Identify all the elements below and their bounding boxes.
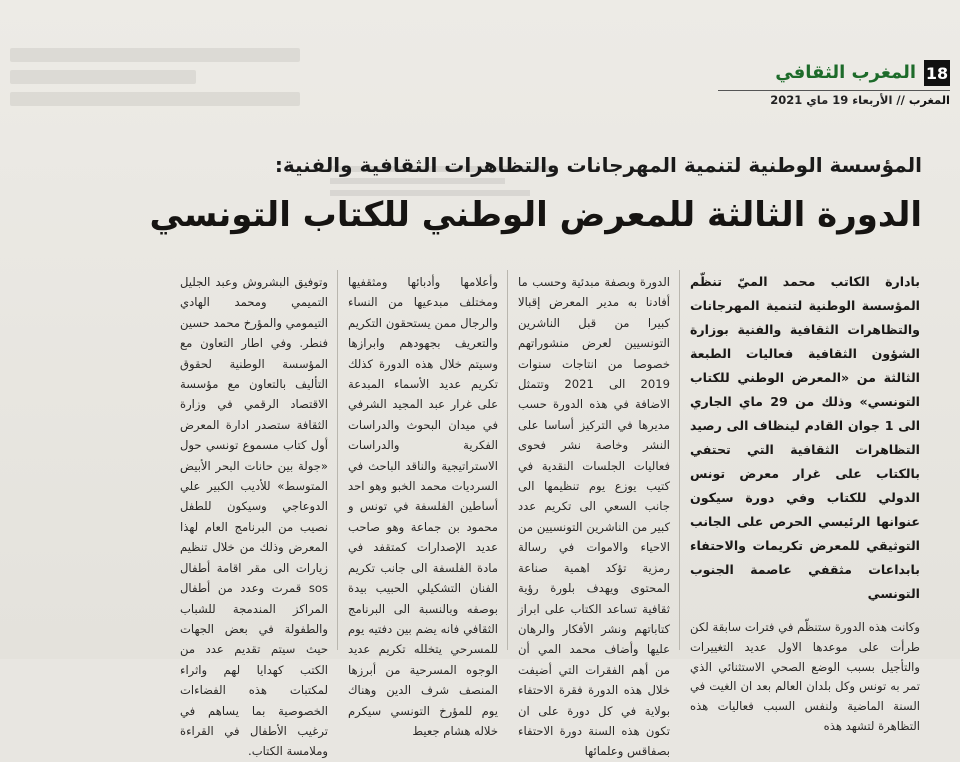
dateline-brand: المغرب: [908, 93, 950, 107]
article-headline: الدورة الثالثة للمعرض الوطني للكتاب التونسي: [149, 195, 922, 235]
article-column-3: [348, 272, 498, 738]
article-column-1-body: وكانت هذه الدورة ستنظّم في فترات سابقة لكن طرأت على موعدها الاول عديد التغييرات والتأجيل بسبب الوضع الصحي الاستثنائي الذي تمر به تونس وكل بلدان العالم بعد ان الغيت في السنة الماضية ولنفس السبب فعاليات هذه التظاهرة لتشهد هذه: [690, 620, 920, 733]
article-column-4: [180, 272, 328, 759]
section-title: المغرب الثقافي: [775, 62, 916, 83]
article-column-2-text: الدورة وبصفة مبدئية وحسب ما أفادنا به مدير المعرض إقبالا كبيرا من قبل الناشرين التونسيين لعرض منشوراتهم خصوصا من انتاجات سنوات 2019 الى 2021 وتتمثل الاضافة في هذه الدورة حسب مديرها في التركيز أساسا على النشر وخاصة نشر فحوى فعاليات الجلسات النقدية في كتيب يوزع يوم تنظيمها الى جانب السعي الى تكريم عدد كبير من الناشرين التونسيين من الاحياء والاموات في رسالة رمزية تؤكد اهمية صناعة المحتوى ويهدف بلورة رؤية ثقافية تساعد الكتاب على ابراز كتاباتهم ونشر الأفكار والرهان عليها وأضاف محمد المي أن من أهم الفقرات التي أضيفت خلال هذه الدورة فقرة الاحتفاء بولاية في كل دورة على ان تكون هذه السنة دورة الاحتفاء بصفاقس وعلمائها: [518, 275, 670, 759]
page-header: [610, 60, 950, 110]
article-column-4-text: وتوفيق البشروش وعبد الجليل التميمي ومحمد الهادي التيمومي والمؤرخ محمد حسين فنطر. وفي اطار التعاون مع المؤسسة الوطنية لحقوق التأليف بالتعاون مع مؤسسة الاقتصاد الرقمي في وزارة الثقافة ستصدر ادارة المعرض أول كتاب مسموع تونسي حول «جولة بين حانات البحر الأبيض المتوسط» للأديب الكبير علي الدوعاجي وسيكون للطفل نصيب من البرنامج العام لهذا المعرض وذلك من خلال تنظيم زيارات الى مقر اقامة أطفال sos قمرت وعدد من أطفال المراكز المندمجة للشباب والطفولة في بعض الجهات حيث سيتم تقديم عدد من الكتب كهدايا لهم واثراء لمكتبات هذه الفضاءات الخصوصية بما يساهم في ترغيب الأطفال في القراءة وملامسة الكتاب.: [180, 275, 328, 759]
article-lead: بادارة الكاتب محمد الميّ تنظّم المؤسسة الوطنية لتنمية المهرجانات والتظاهرات الثقافية والفنية بوزارة الشؤون الثقافية فعاليات الطبعة الثالثة من «المعرض الوطني للكتاب التونسي» وذلك من 29 ماي الجاري الى 1 جوان القادم لينظاف الى رصيد التظاهرات الثقافية التي تحتفي بالكتاب على غرار معرض تونس الدولي للكتاب وفي دورة سيكون عنوانها الرئيسي الحرص على الجانب التوثيقي للمعرض تكريمات والاحتفاء بابداعات مثقفي عاصمة الجنوب التونسي: [690, 274, 921, 601]
dateline-date: // الأربعاء 19 ماي 2021: [770, 93, 909, 107]
article-column-1: [690, 270, 921, 733]
article-column-2: [518, 272, 670, 759]
article-column-3-text: وأعلامها وأدبائها ومثقفيها ومختلف مبدعيها من النساء والرجال ممن يستحقون التكريم والتعريف بجهودهم وابرازها وسيتم خلال هذه الدورة كذلك تكريم عديد الأسماء المبدعة على غرار عبد المجيد الشرفي في ميدان البحوث والدراسات الفكرية والدراسات الاستراتيجية والناقد الباحث في السرديات محمد الخبو وهو احد أساطين الفلسفة في تونس و محمود بن جماعة وهو صاحب عديد الإصدارات كمتقفد في مادة الفلسفة الى جانب تكريم الفنان التشكيلي الحبيب بيدة بوصفه وبالنسبة الى البرنامج الثقافي فانه يضم بين دفتيه يوم للمسرحي يتخلله تكريم عديد الوجوه المسرحية من أبرزها المنصف شرف الدين وهناك يوم للمؤرخ التونسي سيكرم خلاله هشام جعيط: [348, 275, 498, 738]
column-divider: [679, 270, 680, 650]
header-divider: [718, 90, 950, 91]
page-number: 18: [924, 60, 950, 86]
dateline: [770, 93, 950, 107]
bleed-through-area: [0, 40, 310, 120]
article-kicker: المؤسسة الوطنية لتنمية المهرجانات والتظاهرات الثقافية والفنية:: [274, 153, 922, 177]
column-divider: [507, 270, 508, 650]
column-divider: [337, 270, 338, 650]
